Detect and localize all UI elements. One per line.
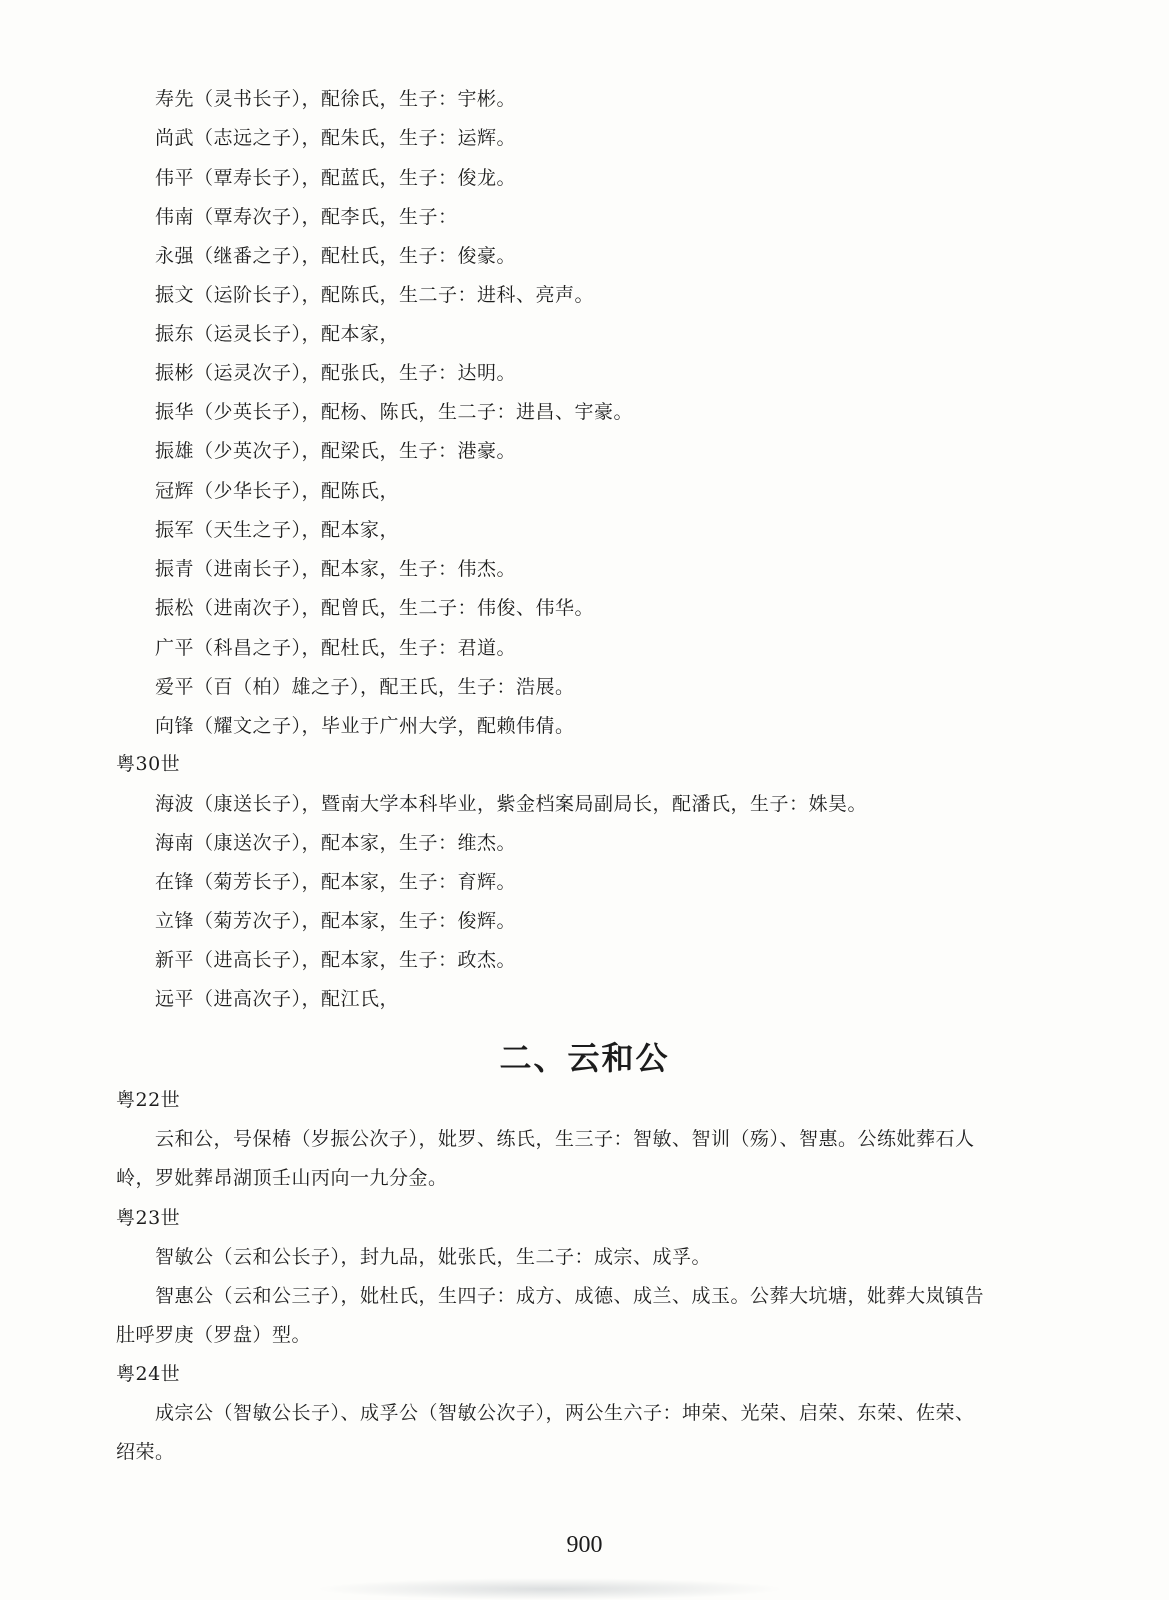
entry-line: 振青（进南长子），配本家，生子：伟杰。 xyxy=(155,558,517,580)
section-heading: 二、云和公 xyxy=(499,1039,670,1077)
paragraph-line: 智敏公（云和公长子），封九品，妣张氏，生二子：成宗、成孚。 xyxy=(155,1246,712,1268)
entry-line: 远平（进高次子），配江氏， xyxy=(155,988,400,1010)
generation-heading: 粤22世 xyxy=(116,1089,181,1111)
entry-line: 海南（康送次子），配本家，生子：维杰。 xyxy=(155,832,517,854)
entry-line: 向锋（耀文之子），毕业于广州大学，配赖伟倩。 xyxy=(155,715,575,737)
paragraph-line: 成宗公（智敏公长子）、成孚公（智敏公次子），两公生六子：坤荣、光荣、启荣、东荣、佐荣、 xyxy=(155,1402,975,1424)
generation-heading: 粤23世 xyxy=(116,1207,181,1229)
page-number: 900 xyxy=(566,1532,603,1558)
entry-line: 振军（天生之子），配本家， xyxy=(155,519,400,541)
paragraph-line: 岭，罗妣葬昂湖顶壬山丙向一九分金。 xyxy=(116,1167,448,1189)
paragraph-line: 绍荣。 xyxy=(116,1441,175,1463)
entry-line: 在锋（菊芳长子），配本家，生子：育辉。 xyxy=(155,871,517,893)
entry-line: 永强（继番之子），配杜氏，生子：俊豪。 xyxy=(155,245,517,267)
entry-line: 振松（进南次子），配曾氏，生二子：伟俊、伟华。 xyxy=(155,597,595,619)
entry-line: 立锋（菊芳次子），配本家，生子：俊辉。 xyxy=(155,910,517,932)
entry-line: 广平（科昌之子），配杜氏，生子：君道。 xyxy=(155,637,517,659)
entry-line: 伟南（覃寿次子），配李氏，生子： xyxy=(155,206,458,228)
entry-line: 振雄（少英次子），配梁氏，生子：港豪。 xyxy=(155,440,517,462)
generation-heading: 粤30世 xyxy=(116,753,181,775)
generation-heading: 粤24世 xyxy=(116,1363,181,1385)
paragraph-line: 云和公，号保椿（岁振公次子），妣罗、练氏，生三子：智敏、智训（殇）、智惠。公练妣葬石人 xyxy=(155,1128,975,1150)
entry-line: 振彬（运灵次子），配张氏，生子：达明。 xyxy=(155,362,517,384)
entry-line: 冠辉（少华长子），配陈氏， xyxy=(155,480,400,502)
entry-line: 振文（运阶长子），配陈氏，生二子：进科、亮声。 xyxy=(155,284,595,306)
entry-line: 振东（运灵长子），配本家， xyxy=(155,323,400,345)
entry-line: 尚武（志远之子），配朱氏，生子：运辉。 xyxy=(155,127,517,149)
entry-line: 爱平（百（柏）雄之子），配王氏，生子：浩展。 xyxy=(155,676,575,698)
entry-line: 海波（康送长子），暨南大学本科毕业，紫金档案局副局长，配潘氏，生子：姝昊。 xyxy=(155,793,868,815)
entry-line: 新平（进高长子），配本家，生子：政杰。 xyxy=(155,949,517,971)
entry-line: 寿先（灵书长子），配徐氏，生子：宇彬。 xyxy=(155,88,517,110)
paragraph-line: 肚呼罗庚（罗盘）型。 xyxy=(116,1324,312,1346)
paragraph-line: 智惠公（云和公三子），妣杜氏，生四子：成方、成德、成兰、成玉。公葬大坑塘，妣葬大岚镇告 xyxy=(155,1285,985,1307)
entry-line: 伟平（覃寿长子），配蓝氏，生子：俊龙。 xyxy=(155,167,517,189)
scan-smudge xyxy=(315,1578,785,1600)
entry-line: 振华（少英长子），配杨、陈氏，生二子：进昌、宇豪。 xyxy=(155,401,634,423)
